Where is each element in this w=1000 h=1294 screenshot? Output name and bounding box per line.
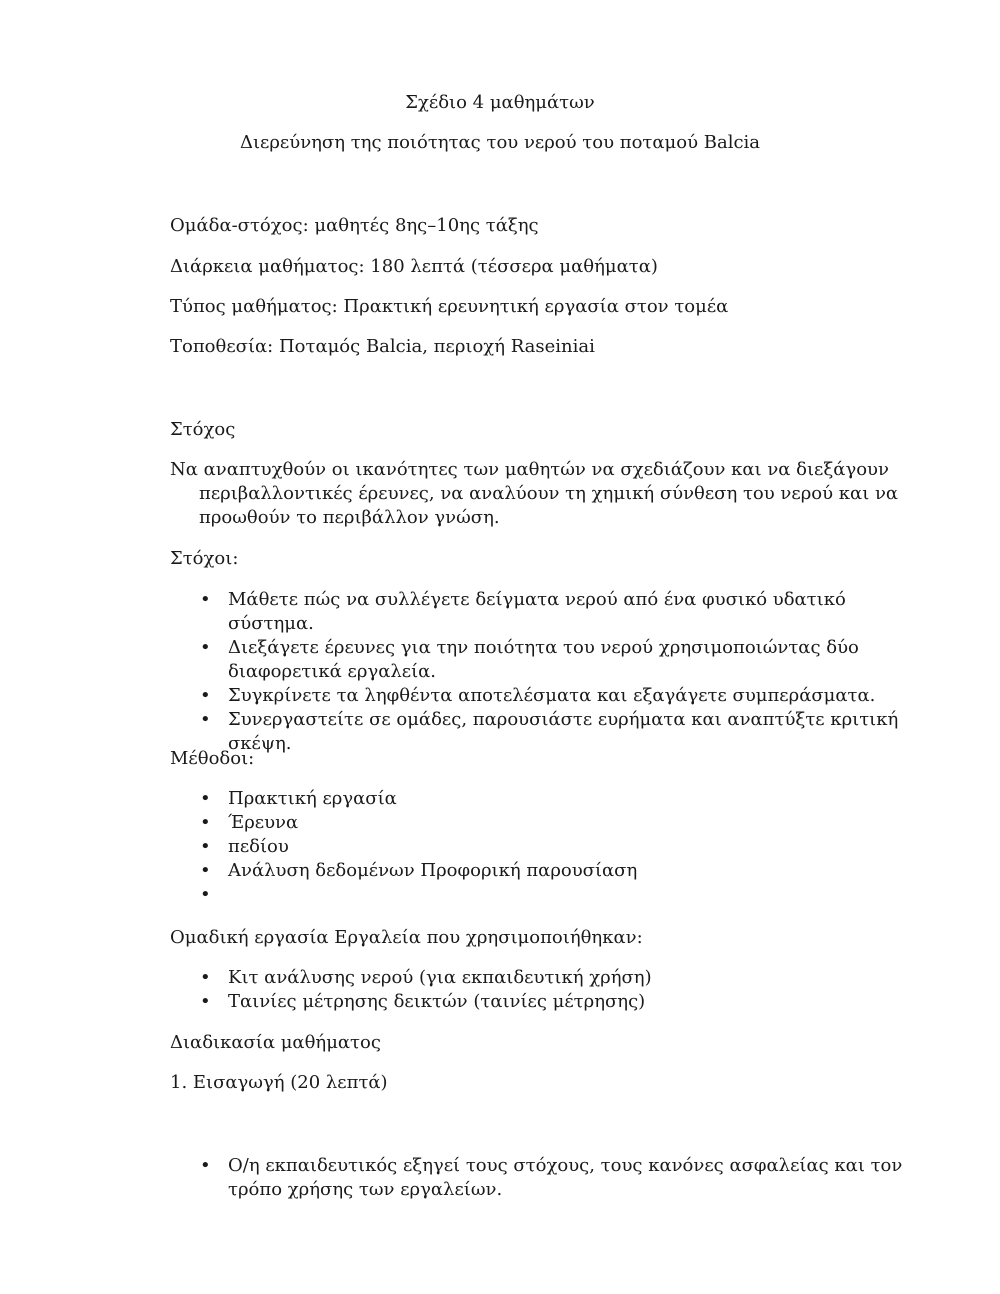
goal-paragraph: Να αναπτυχθούν οι ικανότητες των μαθητών να σχεδιάζουν και να διεξάγουν περιβαλλοντικές έρευνες, να αναλύουν τη χημική σύνθεση του νερού και να προωθούν το περιβάλλον γνώση.: [170, 459, 899, 528]
procedure-step-1: 1. Εισαγωγή (20 λεπτά): [170, 1072, 388, 1093]
document-subtitle: Διερεύνηση της ποιότητας του νερού του ποταμού Balcia: [239, 132, 761, 153]
list-item-text: Ταινίες μέτρησης δεικτών (ταινίες μέτρησης): [228, 991, 646, 1012]
tools-list: [170, 966, 930, 1014]
bullet-icon: •: [200, 685, 211, 706]
list-item: [170, 787, 930, 811]
duration-line: Διάρκεια μαθήματος: 180 λεπτά (τέσσερα μαθήματα): [170, 256, 658, 277]
list-item-text: Πρακτική εργασία: [228, 788, 397, 809]
bullet-icon: •: [200, 991, 211, 1012]
tools-heading: Ομαδική εργασία Εργαλεία που χρησιμοποιήθηκαν:: [170, 927, 643, 948]
location-line: Τοποθεσία: Ποταμός Balcia, περιοχή Raseiniai: [170, 336, 595, 357]
bullet-icon: •: [200, 1155, 211, 1176]
list-item: [170, 588, 930, 636]
list-item: [170, 859, 930, 883]
bullet-icon: •: [200, 967, 211, 988]
bullet-icon: •: [200, 884, 211, 905]
list-item-text: Ανάλυση δεδομένων Προφορική παρουσίαση: [228, 860, 638, 881]
methods-list: [170, 787, 930, 907]
list-item: [170, 811, 930, 835]
list-item: [170, 990, 930, 1014]
bullet-icon: •: [200, 836, 211, 857]
list-item-text: Έρευνα: [228, 812, 299, 833]
procedure-heading: Διαδικασία μαθήματος: [170, 1032, 381, 1053]
list-item: [170, 966, 930, 990]
lesson-type-line: Τύπος μαθήματος: Πρακτική ερευνητική εργασία στον τομέα: [170, 296, 729, 317]
list-item-text: Μάθετε πώς να συλλέγετε δείγματα νερού από ένα φυσικό υδατικό σύστημα.: [228, 589, 846, 634]
list-item-text: Ο/η εκπαιδευτικός εξηγεί τους στόχους, τους κανόνες ασφαλείας και τον τρόπο χρήσης των εργαλείων.: [228, 1155, 903, 1200]
list-item-text: πεδίου: [228, 836, 289, 857]
methods-heading: Μέθοδοι:: [170, 748, 255, 769]
goal-heading: Στόχος: [170, 419, 236, 440]
list-item-text: Συνεργαστείτε σε ομάδες, παρουσιάστε ευρήματα και αναπτύξτε κριτική σκέψη.: [228, 709, 899, 754]
list-item: [170, 835, 930, 859]
target-group-line: Ομάδα-στόχος: μαθητές 8ης–10ης τάξης: [170, 215, 539, 236]
bullet-icon: •: [200, 788, 211, 809]
objectives-heading: Στόχοι:: [170, 548, 239, 569]
bullet-icon: •: [200, 709, 211, 730]
list-item: [170, 636, 930, 684]
list-item-text: Διεξάγετε έρευνες για την ποιότητα του νερού χρησιμοποιώντας δύο διαφορετικά εργαλεία.: [228, 637, 859, 682]
bullet-icon: •: [200, 637, 211, 658]
document-title: Σχέδιο 4 μαθημάτων: [405, 92, 595, 113]
bullet-icon: •: [200, 860, 211, 881]
objectives-list: [170, 588, 930, 756]
list-item-text: Κιτ ανάλυσης νερού (για εκπαιδευτική χρήση): [228, 967, 652, 988]
list-item: [170, 708, 930, 756]
list-item: [170, 1154, 930, 1202]
list-item-text: Συγκρίνετε τα ληφθέντα αποτελέσματα και εξαγάγετε συμπεράσματα.: [228, 685, 876, 706]
list-item: [170, 883, 930, 907]
bullet-icon: •: [200, 589, 211, 610]
bullet-icon: •: [200, 812, 211, 833]
procedure-list: [170, 1154, 930, 1202]
list-item: [170, 684, 930, 708]
